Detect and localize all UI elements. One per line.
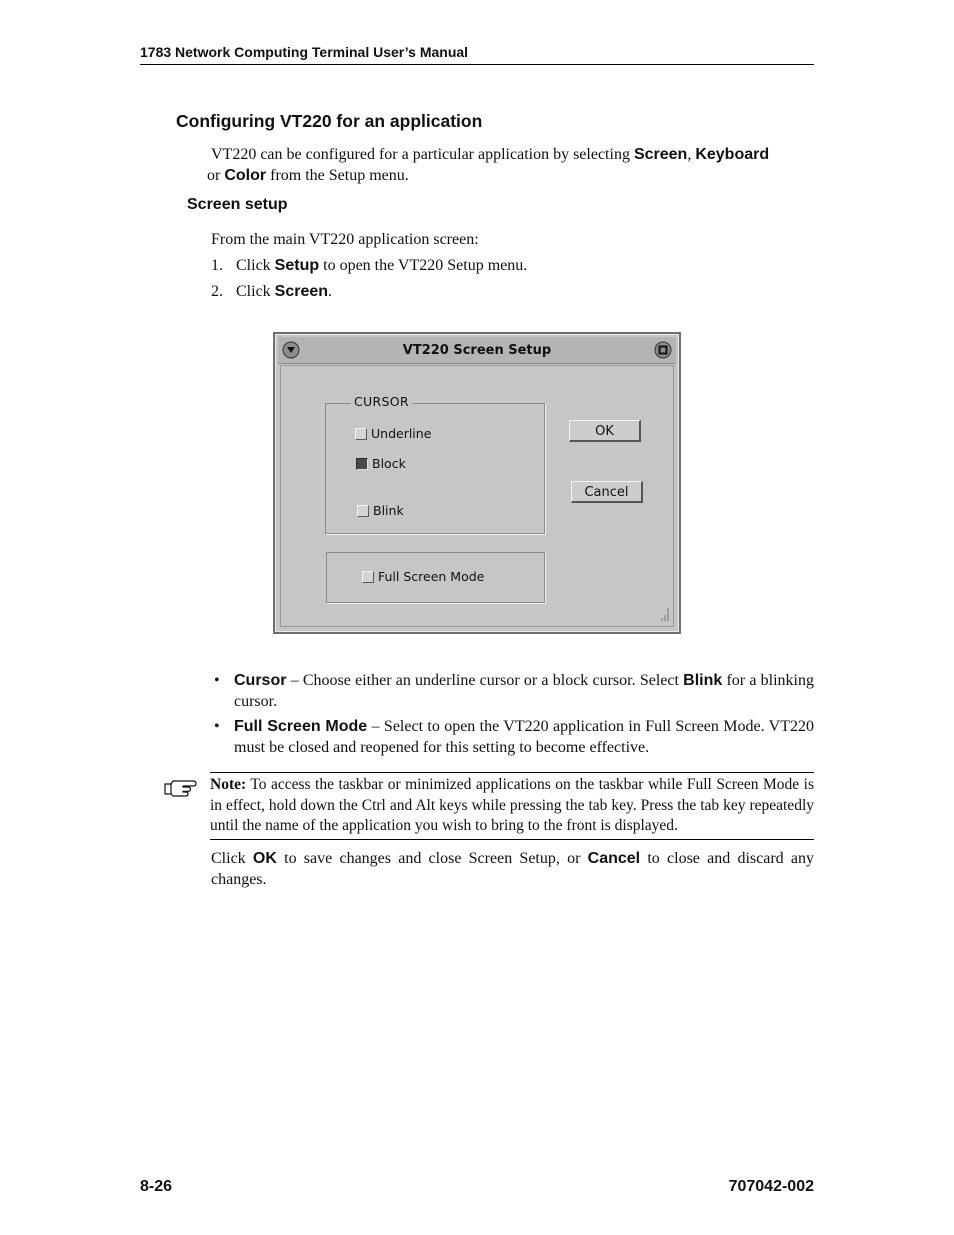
blink-option[interactable] xyxy=(357,503,404,518)
subsection-heading: Screen setup xyxy=(187,196,288,213)
note-text: To access the taskbar or minimized applications on the taskbar while Full Screen Mode is in effect, hold down the Ctrl and Alt keys while pressing the tab key. Press the tab key repeatedly until the name of the application you wish to bring to the front is displayed. xyxy=(210,776,814,834)
cancel-button[interactable]: Cancel xyxy=(571,481,643,503)
block-checkbox[interactable] xyxy=(356,458,368,470)
closing-text-post: to close and discard any changes. xyxy=(211,850,814,888)
closing-paragraph xyxy=(211,848,814,890)
fullscreen-checkbox[interactable] xyxy=(362,571,374,583)
note-label: Note: xyxy=(210,776,247,793)
closing-cancel: Cancel xyxy=(587,850,641,867)
block-option[interactable] xyxy=(356,456,406,471)
page-header: 1783 Network Computing Terminal User’s Manual xyxy=(140,44,814,65)
step-text-post: to open the VT220 Setup menu. xyxy=(319,257,528,274)
dialog-title: VT220 Screen Setup xyxy=(402,343,552,358)
intro-keyboard: Keyboard xyxy=(695,146,770,163)
fullscreen-label: Full Screen Mode xyxy=(378,569,485,584)
pointing-hand-icon xyxy=(163,776,197,798)
step-text: Click xyxy=(236,257,275,274)
maximize-icon[interactable] xyxy=(654,341,672,359)
section-heading: Configuring VT220 for an application xyxy=(176,111,483,131)
block-label: Block xyxy=(372,456,406,471)
closing-text: Click xyxy=(211,850,253,867)
bullet-bold: Blink xyxy=(683,672,723,689)
dialog-body xyxy=(280,365,674,627)
closing-ok: OK xyxy=(252,850,277,867)
step-text: Click xyxy=(236,283,275,300)
ok-button[interactable]: OK xyxy=(569,420,641,442)
step-bold: Screen xyxy=(274,283,329,300)
bullet-text: – Choose either an underline cursor or a block cursor. Select xyxy=(286,672,684,689)
bullet-term: Cursor xyxy=(234,672,287,689)
underline-option[interactable] xyxy=(355,426,431,441)
cursor-legend: CURSOR xyxy=(351,394,412,409)
intro-color: Color xyxy=(224,167,267,184)
step-text-post: . xyxy=(328,283,333,300)
bullet-text: – Select to open the VT220 application in Full Screen Mode. VT220 must be closed and reopened for this setting to become effective. xyxy=(234,718,815,756)
intro-or: or xyxy=(207,167,225,184)
blink-checkbox[interactable] xyxy=(357,505,369,517)
bullet-item xyxy=(214,716,814,758)
underline-label: Underline xyxy=(371,426,432,441)
lead-text: From the main VT220 application screen: xyxy=(211,231,479,248)
step-number: 2. xyxy=(211,283,223,300)
bullet-term: Full Screen Mode xyxy=(234,718,368,735)
step-bold: Setup xyxy=(274,257,320,274)
intro-text-2: from the Setup menu. xyxy=(266,167,409,184)
intro-paragraph xyxy=(207,144,814,186)
bullet-item xyxy=(214,670,814,712)
step-item xyxy=(211,281,332,302)
bullet-list xyxy=(214,670,814,762)
intro-comma: , xyxy=(687,146,696,163)
page-number: 8-26 xyxy=(140,1178,173,1195)
resize-grip-icon[interactable] xyxy=(653,606,669,622)
blink-label: Blink xyxy=(373,503,404,518)
bullet-text-2: for a blinking cursor. xyxy=(234,672,815,710)
step-item xyxy=(211,255,527,276)
underline-checkbox[interactable] xyxy=(355,428,367,440)
step-number: 1. xyxy=(211,257,223,274)
closing-text-mid: to save changes and close Screen Setup, or xyxy=(276,850,588,867)
dialog-titlebar xyxy=(278,337,676,364)
fullscreen-option[interactable] xyxy=(362,569,484,584)
note-box xyxy=(210,772,814,840)
screen-setup-dialog xyxy=(273,332,681,634)
intro-screen: Screen xyxy=(633,146,688,163)
bullet-dot: • xyxy=(214,718,220,735)
intro-text: VT220 can be configured for a particular application by selecting xyxy=(211,146,634,163)
bullet-dot: • xyxy=(214,672,220,689)
document-number: 707042-002 xyxy=(728,1178,814,1195)
